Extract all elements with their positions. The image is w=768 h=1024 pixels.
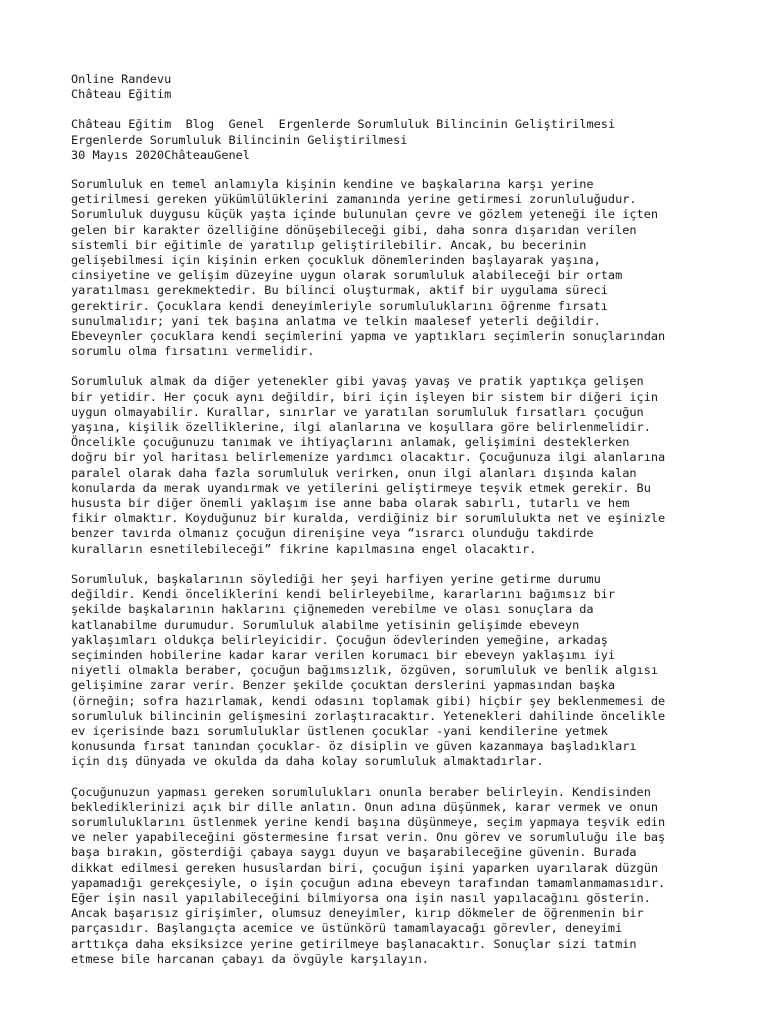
breadcrumb-item-blog[interactable]: Blog: [185, 117, 215, 132]
paragraph-line: sorumluluk bilincinin gelişmesini zorlaştıracaktır. Yetenekleri dahilinde öncelikle: [71, 708, 666, 723]
paragraph-line: paralel olarak daha fazla sorumluluk verirken, onun ilgi alanları dışında kalan: [71, 465, 637, 480]
paragraph-line: yaklaşımları oldukça belirleyicidir. Çocuğun ödevlerinden yemeğine, arkadaş: [71, 632, 608, 647]
paragraph-line: fikir olmaktır. Koyduğunuz bir kuralda, verdiğiniz bir sorumlulukta net ve eşinizle: [71, 511, 666, 526]
paragraph-line: parçasıdır. Başlangıçta acemice ve üstünkörü tamamlayacağı görevler, deneyimi: [71, 921, 623, 936]
paragraph-line: yaşına, kişilik özelliklerine, ilgi alanlarına ve koşullara göre belirlenmelidir.: [71, 420, 651, 435]
paragraph-line: gerektirir. Çocuklara kendi deneyimleriyle sorumluluklarını öğrenme fırsatı: [71, 298, 608, 313]
breadcrumb: [71, 117, 751, 132]
paragraph-line: başa bırakın, gösterdiği çabaya saygı duyun ve başarabileceğine güvenin. Burada: [71, 845, 637, 860]
paragraph-line: uygun olmayabilir. Kurallar, sınırlar ve yaratılan sorumluluk fırsatları çocuğun: [71, 404, 644, 419]
paragraph-line: konusunda fırsat tanından çocuklar- öz disiplin ve güven kazanmaya başladıkları: [71, 739, 637, 754]
paragraph-line: arttıkça daha eksiksizce yerine getirilmeye başlanacaktır. Sonuçlar sizi tatmin: [71, 936, 637, 951]
paragraph-line: konularda da merak uyandırmak ve yetilerini geliştirmeye teşvik etmek gerekir. Bu: [71, 480, 651, 495]
article-paragraph: [71, 785, 751, 967]
online-appointment-link[interactable]: Online Randevu: [71, 72, 172, 86]
article-title: Ergenlerde Sorumluluk Bilincinin Geliştirilmesi: [71, 132, 408, 147]
paragraph-line: hususta bir diğer önemli yaklaşım ise anne baba olarak sabırlı, tutarlı ve hem: [71, 496, 630, 511]
article-header: [71, 117, 751, 163]
paragraph-line: Sorumluluk en temel anlamıyla kişinin kendine ve başkalarına karşı yerine: [71, 177, 594, 192]
paragraph-line: (örneğin; sofra hazırlamak, kendi odasını toplamak gibi) hiçbir şey beklenmemesi de: [71, 693, 666, 708]
paragraph-line: Öncelikle çocuğunuzu tanımak ve ihtiyaçlarını anlamak, gelişimini desteklerken: [71, 435, 630, 450]
breadcrumb-item-current: Ergenlerde Sorumluluk Bilincinin Geliştirilmesi: [278, 117, 616, 132]
paragraph-line: Ebeveynler çocuklara kendi seçimlerini yapma ve yaptıkları seçimlerin sonuçlarından: [71, 329, 666, 344]
paragraph-line: sunulmalıdır; yani tek başına anlatma ve telkin maalesef yeterli değildir.: [71, 313, 601, 328]
paragraph-line: etmese bile harcanan çabayı da övgüyle karşılayın.: [71, 951, 429, 966]
paragraph-line: seçiminden hobilerine kadar karar verilen korumacı bir ebeveyn yaklaşımı iyi: [71, 647, 616, 662]
paragraph-line: gelişimine zarar verir. Benzer şekilde çocuktan derslerini yapmasından başka: [71, 678, 616, 693]
paragraph-line: sorumluluklarını üstlenmek yerine kendi başına düşünmeye, seçim yapmaya teşvik edin: [71, 814, 666, 829]
paragraph-line: niyetli olmakla beraber, çocuğun bağımsızlık, özgüven, sorumluluk ve benlik algısı: [71, 663, 659, 678]
paragraph-line: ev içerisinde bazı sorumluluklar üstlenen çocuklar -yani kendilerine yetmek: [71, 723, 608, 738]
paragraph-line: beklediklerinizi açık bir dille anlatın. Onun adına düşünmek, karar vermek ve onun: [71, 799, 659, 814]
paragraph-line: Sorumluluk duygusu küçük yaşta içinde bulunulan çevre ve gözlem yeteneği ile içten: [71, 207, 659, 222]
paragraph-line: Ancak başarısız girişimler, olumsuz deneyimler, kırıp dökmeler de öğrenmenin bir: [71, 906, 644, 921]
article-meta: 30 Mayıs 2020ChâteauGenel: [71, 147, 250, 162]
paragraph-line: Çocuğunuzun yapması gereken sorumlulukları onunla beraber belirleyin. Kendisinden: [71, 784, 651, 799]
paragraph-line: gelen bir karakter özelliğine dönüşebileceği gibi, daha sonra dışarıdan verilen: [71, 222, 637, 237]
article-paragraph: [71, 374, 751, 556]
paragraph-line: Sorumluluk almak da diğer yetenekler gibi yavaş yavaş ve pratik yaptıkça gelişen: [71, 374, 644, 389]
paragraph-line: yapamadığı gerekçesiyle, o işin çocuğun adına ebeveyn tarafından tamamlanmamasıdır.: [71, 875, 666, 890]
paragraph-line: getirilmesi gereken yükümlülüklerini zamanında yerine getirmesi zorunluluğudur.: [71, 192, 637, 207]
paragraph-line: doğru bir yol haritası belirlemenize yardımcı olacaktır. Çocuğunuza ilgi alanlarına: [71, 450, 666, 465]
article-paragraph: [71, 572, 751, 770]
paragraph-line: gelişebilmesi için kişinin erken çocukluk dönemlerinden başlayarak yaşına,: [71, 253, 601, 268]
paragraph-line: için dış dünyada ve okulda da daha kolay sorumluluk almaktadırlar.: [71, 754, 544, 769]
article-paragraph: [71, 177, 751, 359]
document-page: [71, 72, 751, 967]
paragraph-line: Eğer işin nasıl yapılabileceğini bilmiyorsa ona işin nasıl yapılacağını gösterin.: [71, 890, 651, 905]
paragraph-line: dikkat edilmesi gereken hususlardan biri, çocuğun işini yaparken uyarılarak düzgün: [71, 860, 659, 875]
paragraph-line: benzer tavırda olmanız çocuğun direnişine veya “ısrarcı olunduğu takdirde: [71, 526, 594, 541]
paragraph-line: bir yetidir. Her çocuk aynı değildir, biri için işleyen bir sistem bir diğeri için: [71, 389, 659, 404]
breadcrumb-item-home[interactable]: Château Eğitim: [71, 117, 172, 132]
breadcrumb-item-category[interactable]: Genel: [228, 117, 265, 132]
paragraph-line: Sorumluluk, başkalarının söylediği her şeyi harfiyen yerine getirme durumu: [71, 571, 601, 586]
paragraph-line: cinsiyetine ve gelişim düzeyine uygun olarak sorumluluk alabileceği bir ortam: [71, 268, 623, 283]
paragraph-line: kuralların esnetilebileceği” fikrine kapılmasına engel olacaktır.: [71, 541, 537, 556]
paragraph-line: sistemli bir eğitimle de yaratılıp geliştirilebilir. Ancak, bu becerinin: [71, 237, 587, 252]
paragraph-line: ve neler yapabileceğini göstermesine fırsat verin. Onu görev ve sorumluluğu ile baş: [71, 830, 666, 845]
paragraph-line: sorumlu olma fırsatını vermelidir.: [71, 344, 315, 359]
paragraph-line: değildir. Kendi önceliklerini kendi belirleyebilme, kararlarını bağımsız bir: [71, 587, 616, 602]
article-body: [71, 177, 751, 967]
site-name[interactable]: Château Eğitim: [71, 87, 172, 102]
paragraph-line: yaratılması gerekmektedir. Bu bilinci oluşturmak, aktif bir uygulama süreci: [71, 283, 608, 298]
paragraph-line: şekilde başkalarının haklarını çiğnemeden verebilme ve olası sonuçlara da: [71, 602, 594, 617]
paragraph-line: katlanabilme durumudur. Sorumluluk alabilme yetisinin gelişimde ebeveyn: [71, 617, 580, 632]
site-header: [71, 72, 751, 102]
